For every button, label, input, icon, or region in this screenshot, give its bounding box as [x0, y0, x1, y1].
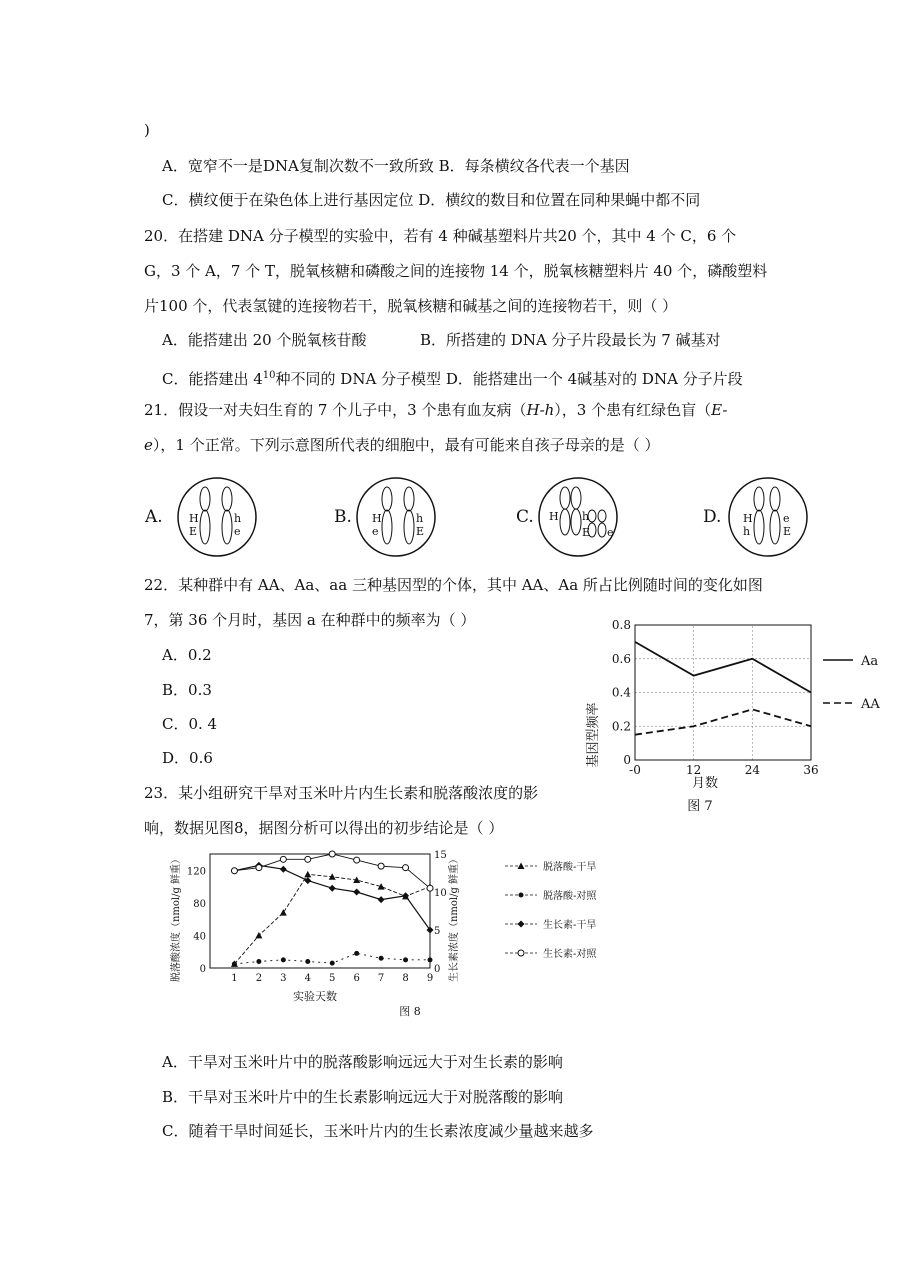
figure-8-xtick: 8	[402, 973, 409, 984]
question-23-stem-1: 23．某小组研究干旱对玉米叶片内生长素和脱落酸浓度的影	[144, 784, 539, 802]
figure-8-ytick-left: 40	[193, 931, 206, 943]
cell-c-gene-mid-2: E	[582, 526, 591, 539]
figure-7-ytick: 0.8	[611, 618, 631, 632]
figure-8-legend-label: 生长素-对照	[543, 949, 597, 960]
figure-8-xtick: 9	[426, 973, 434, 984]
figure-8-point	[354, 951, 359, 956]
cell-c-gene-right: e	[607, 526, 614, 539]
figure-8-chart	[165, 848, 685, 1028]
figure-7-ytick: 0.4	[611, 685, 631, 700]
question-19-options-cd: C．横纹便于在染色体上进行基因定位 D．横纹的数目和位置在同种果蝇中都不同	[162, 191, 701, 209]
question-22-option-b: B．0.3	[162, 681, 212, 699]
cell-c-label: C.	[516, 507, 534, 527]
figure-7-legend-label: AA	[861, 697, 880, 712]
figure-8-xtick: 4	[304, 973, 311, 984]
cell-a-gene-right-2: e	[234, 525, 241, 538]
question-20-options-cd: C．能搭建出 $4^{10}$种不同的 DNA 分子模型 D．能搭建出一个 4碱基对的 DNA 分子片段	[162, 370, 743, 388]
figure-8-xtick: 2	[255, 973, 263, 984]
question-20-stem-3: 片100 个，代表氢键的连接物若干，脱氧核糖和碱基之间的连接物若干，则（ ）	[144, 297, 678, 315]
figure-8-point	[427, 885, 433, 891]
cell-a-chromosome-right	[222, 487, 232, 544]
cell-b-gene-left-2: e	[372, 525, 379, 538]
cell-d-gene-right-1: e	[783, 512, 790, 525]
cell-d-membrane	[729, 478, 807, 556]
figure-7-xtick: 24	[744, 763, 760, 777]
cell-d-gene-right-2: E	[783, 525, 792, 538]
figure-7-xtick: -0	[629, 763, 641, 777]
cell-a-gene-left-2: E	[189, 525, 198, 538]
cell-d-gene-left-1: H	[743, 512, 753, 525]
cell-b-gene-left-1: H	[372, 512, 382, 525]
figure-8-series-line	[234, 854, 430, 888]
question-22-stem-1: 22．某种群中有 AA、Aa、aa 三种基因型的个体，其中 AA、Aa 所占比例随时间的变化如图	[144, 576, 763, 594]
cell-d-chromosome-left	[754, 487, 764, 544]
figure-7-series-aa-het	[635, 642, 811, 693]
figure-8-point	[304, 871, 311, 878]
figure-8-point	[281, 957, 286, 962]
figure-8-point	[280, 856, 286, 862]
figure-7-ytick: 0.6	[611, 651, 631, 666]
figure-8-point	[518, 921, 525, 928]
cell-b-gene-right-2: E	[416, 525, 425, 538]
figure-8-point	[379, 956, 384, 961]
question-23-stem-2: 响，数据见图8，据图分析可以得出的初步结论是（ ）	[144, 819, 504, 837]
question-22-option-a: A．0.2	[162, 646, 212, 664]
figure-8-point	[329, 851, 335, 857]
question-20-option-b: B．所搭建的 DNA 分子片段最长为 7 碱基对	[420, 331, 721, 349]
figure-8-frame	[210, 854, 430, 968]
question-20-stem-1: 20．在搭建 DNA 分子模型的实验中，若有 4 种碱基塑料片共20 个，其中 4 个 C，6 个	[144, 227, 737, 245]
figure-8-point	[280, 866, 287, 873]
question-21-stem-1: 21．假设一对夫妇生育的 7 个儿子中，3 个患有血友病（H-h），3 个患有红绿色盲（E-	[144, 401, 728, 419]
figure-7-chart	[585, 615, 880, 815]
figure-8-xtick: 7	[377, 973, 385, 984]
figure-7-ytick: 0.2	[611, 719, 631, 734]
figure-8-point	[231, 868, 237, 874]
figure-8-ytick-left: 80	[193, 898, 206, 910]
figure-8-point	[519, 893, 524, 898]
figure-8-xtick: 5	[329, 973, 336, 984]
cell-c-gene-left: H	[549, 510, 559, 523]
cell-a-label: A.	[145, 507, 163, 527]
figure-8-point	[256, 959, 261, 964]
question-23-option-a: A．干旱对玉米叶片中的脱落酸影响远远大于对生长素的影响	[162, 1053, 563, 1071]
figure-7-xlabel: 月数	[691, 776, 719, 791]
figure-8-ylabel-right: 生长素浓度（nmol/g 鲜重）	[449, 853, 460, 983]
cell-c-chromosome-left	[560, 487, 570, 535]
figure-7-ylabel: 基因型频率	[586, 702, 601, 768]
cell-b-gene-right-1: h	[416, 512, 424, 525]
figure-8-point	[518, 950, 524, 956]
figure-8-ytick-right: 0	[434, 964, 441, 975]
figure-8-point	[354, 857, 360, 863]
figure-8-point	[428, 957, 433, 962]
figure-8-point	[403, 865, 409, 871]
cell-diagrams	[0, 472, 909, 562]
figure-8-ytick-left: 120	[186, 866, 206, 878]
figure-8-point	[518, 863, 525, 870]
cell-a-gene-left-1: H	[189, 512, 199, 525]
cell-b-membrane	[357, 478, 435, 556]
figure-8-point	[330, 961, 335, 966]
figure-8-ytick-right: 5	[434, 926, 441, 937]
figure-8-legend-label: 脱落酸-干旱	[543, 862, 597, 873]
figure-7-caption: 图 7	[687, 799, 713, 814]
figure-7-series-aa-hom	[635, 709, 811, 734]
figure-8-point	[403, 957, 408, 962]
question-22-stem-2: 7，第 36 个月时，基因 a 在种群中的频率为（ ）	[144, 611, 476, 629]
figure-7-ytick: 0	[623, 753, 631, 767]
cell-a-chromosome-left	[200, 487, 210, 544]
cell-d-chromosome-right	[770, 487, 780, 544]
question-19-tail: )	[144, 121, 150, 139]
cell-b-label: B.	[334, 507, 352, 527]
figure-8-xlabel: 实验天数	[293, 990, 337, 1003]
question-19-options-ab: A．宽窄不一是DNA复制次数不一致所致 B．每条横纹各代表一个基因	[162, 157, 630, 175]
figure-8-point	[255, 932, 262, 939]
figure-8-point	[280, 909, 287, 916]
cell-b-chromosome-right	[404, 487, 414, 544]
figure-8-xtick: 3	[280, 973, 287, 984]
question-22-option-d: D．0.6	[162, 749, 213, 767]
figure-8-legend-label: 脱落酸-对照	[543, 891, 597, 902]
figure-7-legend-label: Aa	[861, 654, 879, 669]
figure-8-point	[378, 896, 385, 903]
figure-7-xtick: 36	[803, 763, 819, 777]
figure-8-caption: 图 8	[399, 1005, 421, 1018]
cell-c-gene-mid-1: h	[582, 510, 590, 523]
cell-c-chromosome-small-2	[598, 510, 606, 537]
question-21-stem-2: e），1 个正常。下列示意图所代表的细胞中，最有可能来自孩子母亲的是（ ）	[144, 436, 660, 454]
figure-8-point	[329, 885, 336, 892]
question-20-option-a: A．能搭建出 20 个脱氧核苷酸	[162, 331, 367, 349]
question-23-option-c: C．随着干旱时间延长，玉米叶片内的生长素浓度减少量越来越多	[162, 1122, 594, 1140]
figure-8-point	[305, 959, 310, 964]
cell-d-gene-left-2: h	[743, 525, 751, 538]
figure-8-ytick-right: 15	[434, 850, 447, 861]
figure-8-ytick-left: 0	[199, 964, 206, 975]
figure-8-point	[353, 889, 360, 896]
figure-8-point	[232, 961, 237, 966]
figure-8-xtick: 6	[353, 973, 360, 984]
question-22-option-c: C．0. 4	[162, 715, 218, 733]
cell-b-chromosome-left	[382, 487, 392, 544]
figure-8-point	[378, 863, 384, 869]
cell-a-gene-right-1: h	[234, 512, 242, 525]
question-20-stem-2: G，3 个 A，7 个 T，脱氧核糖和磷酸之间的连接物 14 个，脱氧核糖塑料片 40 个，磷酸塑料	[144, 262, 768, 280]
figure-8-point	[256, 865, 262, 871]
cell-c-chromosome-mid	[571, 487, 581, 535]
figure-8-ytick-right: 10	[434, 888, 447, 899]
figure-8-legend-label: 生长素-干旱	[543, 920, 597, 931]
figure-8-ylabel-left: 脱落酸浓度（nmol/g 鲜重）	[171, 853, 182, 983]
figure-7-xtick: 12	[686, 763, 702, 777]
figure-8-xtick: 1	[231, 973, 238, 984]
cell-d-label: D.	[703, 507, 722, 527]
question-23-option-b: B．干旱对玉米叶片中的生长素影响远远大于对脱落酸的影响	[162, 1088, 564, 1106]
figure-8-point	[305, 856, 311, 862]
